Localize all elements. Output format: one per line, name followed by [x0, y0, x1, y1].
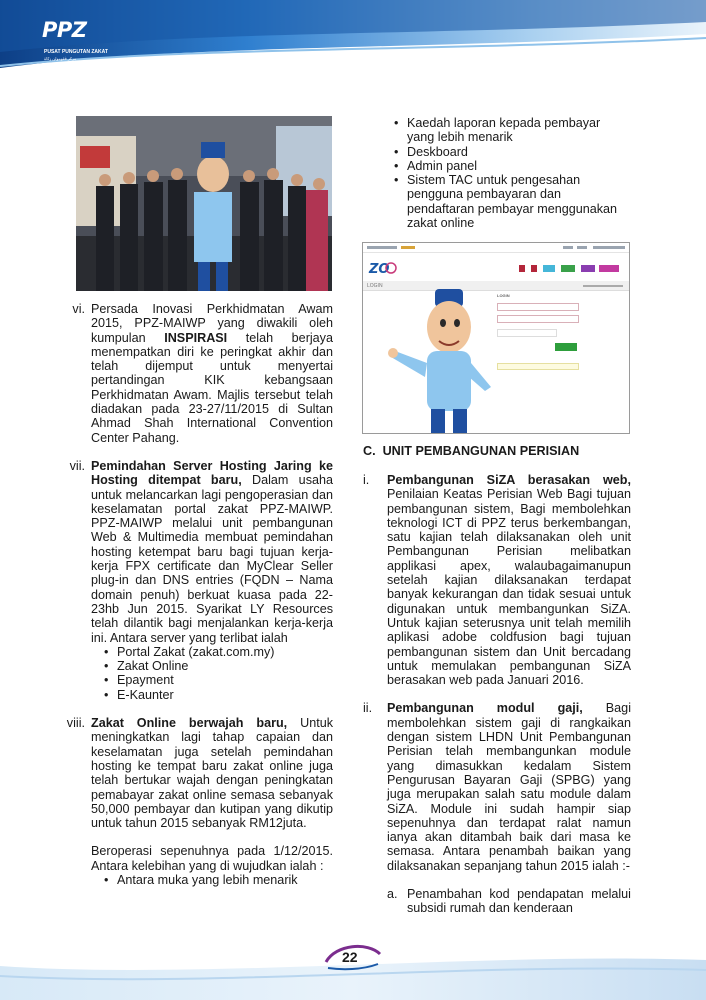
item-paragraph	[91, 716, 333, 830]
item-text: Penilaian Keatas Perisian Web Bagi tujuan pembangunan sistem, Bagi membolehkan teknologi ICT di PPZ terus berkembangan, satu kajian telah dilaksanakan oleh unit Pembangunan Perisian melibatkan applikasi apex, walaubagaimanupun setelah kajian dilaksanakan terdapat banyak kekurangan dan tidak sesuai untuk digunakan untuk membangunkan SiZA. Untuk kajian seterusnya unit telah memilih aplikasi adobe coldfusion bagi tujuan pembangunan sistem dan Unit bercadang untuk memulakan pembangunan SiZA berasakan web pada Januari 2016.	[387, 487, 631, 688]
item-body	[91, 302, 333, 445]
bullet-item: • Epayment	[101, 673, 333, 687]
password-field	[497, 315, 579, 323]
item-number: i.	[363, 473, 370, 487]
list-item-i	[355, 473, 631, 687]
login-form-title: LOGIN	[497, 293, 510, 298]
screenshot-header	[363, 253, 629, 281]
item-paragraph	[387, 701, 631, 873]
item-number: ii.	[363, 701, 373, 716]
list-item-ii	[355, 701, 631, 915]
mascot-graphic	[387, 287, 507, 434]
item-paragraph	[91, 459, 333, 645]
bullet-item: • Deskboard	[391, 145, 631, 159]
item-text: Persada Inovasi Perkhidmatan Awam 2015, PPZ-MAIWP yang diwakili oleh kumpulan	[91, 302, 333, 345]
item-heading: Pemindahan Server Hosting Jaring ke Hosting ditempat baru,	[91, 458, 333, 488]
item-heading: Pembangunan SiZA berasakan web,	[387, 473, 631, 487]
screenshot-login-form	[497, 293, 587, 373]
list-item-vi	[63, 302, 333, 445]
zakat-online-screenshot	[362, 242, 630, 434]
item-text: Dalam usaha untuk melancarkan lagi pengoperasian dan keselamatan portal zakat PPZ-MAIWP. PPZ-MAIWP melalui unit pembangunan Web & Multimedia membuat pemindahan hosting ketempat baru bagi tujuan kerja-kerja FPX certificate dan MyClear Seller plug-in dan DNS entries (FQDN – Nama domain penuh) berkuat kuasa pada 22-23hb Jun 2015. Syarikat LY Resources telah dilantik bagi menjalankan kerja-kerja ini. Antara server yang terlibat ialah	[91, 473, 333, 645]
topbar-graphic	[363, 243, 630, 253]
sub-item-number: a.	[387, 887, 398, 902]
list-item-vii	[63, 459, 333, 702]
event-photo-graphic	[76, 116, 332, 291]
item-heading: Zakat Online berwajah baru,	[91, 716, 288, 731]
sub-item-text: Penambahan kod pendapatan melalui subsidi rumah dan kenderaan	[407, 887, 631, 916]
list-item-viii	[63, 716, 333, 887]
notice-bar	[497, 363, 579, 370]
login-button	[555, 343, 577, 351]
svg-text:ZO: ZO	[369, 262, 390, 277]
item-text: Bagi membolehkan sistem gaji di rangkaikan dengan sistem LHDN Unit Pembangunan Perisian telah membangunkan module yang dimasukkan kedalam Sistem Pengurusan Bayaran Gaji (SPBG) yang juga merupakan salah satu module dalam SiZA. Module ini sudah hampir siap sepenuhnya dan terdapat ralat namun ianya akan ditambah baik dari masa ke semasa. Antara penambah baikan yang dilaksanakan sepanjang tahun 2015 ialah :-	[387, 701, 631, 873]
logo-org-name: PUSAT PUNGUTAN ZAKAT	[44, 49, 108, 55]
ppz-logo	[40, 18, 110, 62]
bullet-item: • Portal Zakat (zakat.com.my)	[101, 645, 333, 659]
item-heading: Pembangunan modul gaji,	[387, 701, 583, 716]
logo-jawi-name: مركز ڤڠومولن زكاة	[44, 56, 77, 61]
item-bold-inline: INSPIRASI	[164, 330, 228, 345]
left-column	[63, 302, 333, 887]
item-text-continued: telah berjaya menempatkan diri ke peringkat akhir dan telah dijemput untuk menyertai pertandingan KIK kebangsaan Perkhidmatan Awam. Majlis tersebut telah diadakan pada 23-27/11/2015 di Sultan Ahmad Shah International Convention Center Pahang.	[91, 330, 333, 445]
bullet-item: • Kaedah laporan kepada pembayar yang lebih menarik	[391, 116, 631, 145]
item-text: Untuk meningkatkan lagi tahap capaian dan keselamatan juga setelah pemindahan hosting ke tempat baru zakat online juga telah bertukar wajah dengan peningkatan pemabayar zakat online semasa sebanyak 50,000 pembayar dan kutipan yang dikutip untuk tahun 2015 sebanyak RM12juta.	[91, 716, 333, 831]
item-body	[387, 473, 631, 687]
feature-list-continued	[391, 116, 631, 230]
bullet-item: • Antara muka yang lebih menarik	[101, 873, 333, 887]
event-photo	[76, 116, 332, 291]
screenshot-topbar	[363, 243, 629, 253]
header-band	[0, 0, 706, 68]
bullet-item: • Sistem TAC untuk pengesahan pengguna pembayaran dan pendaftaran pembayar menggunakan zakat online	[391, 173, 631, 230]
logo-text: PPZ	[42, 18, 87, 42]
server-list	[101, 645, 333, 702]
item-number: viii.	[66, 716, 85, 731]
bullet-item: • Admin panel	[391, 159, 631, 173]
right-top-bullets	[409, 116, 631, 230]
item-number: vi.	[72, 302, 85, 316]
item-body	[91, 716, 333, 887]
item-body	[91, 459, 333, 702]
username-field	[497, 303, 579, 311]
screenshot-login-label: LOGIN	[367, 283, 383, 289]
sub-item-a	[387, 887, 631, 916]
header-graphic	[363, 253, 630, 281]
bullet-item: • E-Kaunter	[101, 688, 333, 702]
bullet-item: • Zakat Online	[101, 659, 333, 673]
section-heading: C. UNIT PEMBANGUNAN PERISIAN	[363, 444, 580, 458]
item-body	[387, 701, 631, 915]
page-number: 22	[342, 949, 358, 965]
item-number: vii.	[69, 458, 85, 473]
item-paragraph-2: Beroperasi sepenuhnya pada 1/12/2015. Antara kelebihan yang di wujudkan ialah :	[91, 844, 333, 873]
right-column	[355, 473, 631, 916]
remember-row	[497, 329, 557, 337]
feature-list	[101, 873, 333, 887]
